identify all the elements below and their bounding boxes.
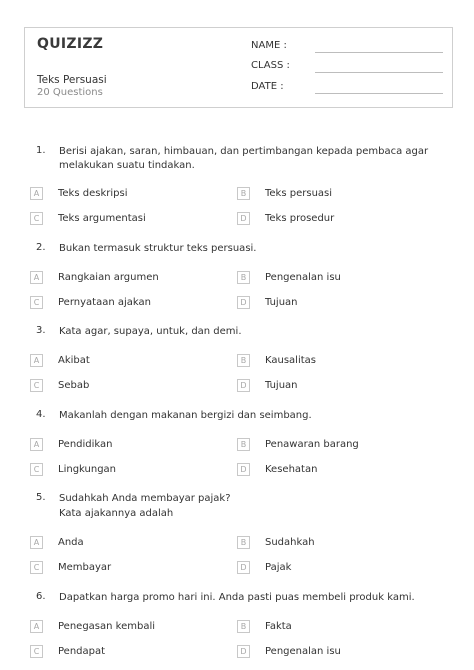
question-text: Makanlah dengan makanan bergizi dan seimbang.	[59, 410, 312, 421]
option-letter-box: B	[237, 620, 250, 633]
question-text: Dapatkan harga promo hari ini. Anda pasti puas membeli produk kami.	[59, 592, 415, 603]
option-text: Anda	[58, 537, 84, 548]
option-text: Penawaran barang	[265, 439, 359, 450]
name-field[interactable]	[251, 40, 441, 56]
option-letter-box: D	[237, 463, 250, 476]
option-letter-box: C	[30, 212, 43, 225]
quizizz-logo: QUIZIZZ	[37, 36, 104, 52]
option-letter-box: B	[237, 536, 250, 549]
question-number: 4.	[36, 409, 46, 420]
option-text: Tujuan	[265, 380, 298, 391]
name-label: NAME :	[251, 40, 287, 51]
option-letter-box: C	[30, 379, 43, 392]
option-letter-box: C	[30, 463, 43, 476]
date-line	[315, 93, 443, 94]
option-letter-box: D	[237, 296, 250, 309]
option-text: Teks prosedur	[265, 213, 335, 224]
option-letter-box: A	[30, 536, 43, 549]
class-label: CLASS :	[251, 60, 290, 71]
option-text: Pengenalan isu	[265, 272, 341, 283]
option-letter-box: A	[30, 271, 43, 284]
option-letter-box: C	[30, 296, 43, 309]
option-text: Pernyataan ajakan	[58, 297, 151, 308]
option-letter-box: C	[30, 561, 43, 574]
option-letter-box: B	[237, 354, 250, 367]
option-text: Membayar	[58, 562, 112, 573]
option-text: Penegasan kembali	[58, 621, 156, 632]
option-letter-box: B	[237, 438, 250, 451]
option-text: Teks argumentasi	[58, 213, 146, 224]
option-text: Kausalitas	[265, 355, 317, 366]
option-text: Pajak	[265, 562, 292, 573]
option-letter-box: A	[30, 354, 43, 367]
date-field[interactable]	[251, 81, 441, 97]
option-letter-box: A	[30, 620, 43, 633]
option-text: Akibat	[58, 355, 90, 366]
class-field[interactable]	[251, 60, 441, 76]
option-text: Teks deskripsi	[58, 188, 128, 199]
option-letter-box: A	[30, 187, 43, 200]
question-text: Kata agar, supaya, untuk, dan demi.	[59, 326, 242, 337]
option-text: Pendapat	[58, 646, 106, 657]
option-letter-box: D	[237, 212, 250, 225]
option-letter-box: B	[237, 187, 250, 200]
option-text: Lingkungan	[58, 464, 117, 475]
question-count: 20 Questions	[37, 87, 103, 98]
question-number: 3.	[36, 325, 46, 336]
question-number: 2.	[36, 242, 46, 253]
option-text: Kesehatan	[265, 464, 318, 475]
option-letter-box: B	[237, 271, 250, 284]
date-label: DATE :	[251, 81, 284, 92]
question-number: 5.	[36, 492, 46, 503]
question-text-line-2: Kata ajakannya adalah	[59, 508, 174, 519]
option-letter-box: D	[237, 645, 250, 658]
option-text: Pengenalan isu	[265, 646, 341, 657]
worksheet-header	[24, 27, 453, 108]
question-number: 1.	[36, 145, 46, 156]
question-text: Sudahkah Anda membayar pajak?	[59, 493, 231, 504]
option-text: Fakta	[265, 621, 292, 632]
option-text: Pendidikan	[58, 439, 113, 450]
class-line	[315, 72, 443, 73]
option-text: Sudahkah	[265, 537, 315, 548]
option-text: Tujuan	[265, 297, 298, 308]
option-text: Teks persuasi	[265, 188, 333, 199]
option-text: Sebab	[58, 380, 90, 391]
name-line	[315, 52, 443, 53]
option-letter-box: C	[30, 645, 43, 658]
option-text: Rangkaian argumen	[58, 272, 159, 283]
worksheet-title: Teks Persuasi	[37, 74, 107, 86]
question-text: Berisi ajakan, saran, himbauan, dan pertimbangan kepada pembaca agar melakukan suatu tindakan.	[59, 146, 429, 171]
option-letter-box: D	[237, 561, 250, 574]
question-number: 6.	[36, 591, 46, 602]
question-text: Bukan termasuk struktur teks persuasi.	[59, 243, 257, 254]
option-letter-box: D	[237, 379, 250, 392]
option-letter-box: A	[30, 438, 43, 451]
